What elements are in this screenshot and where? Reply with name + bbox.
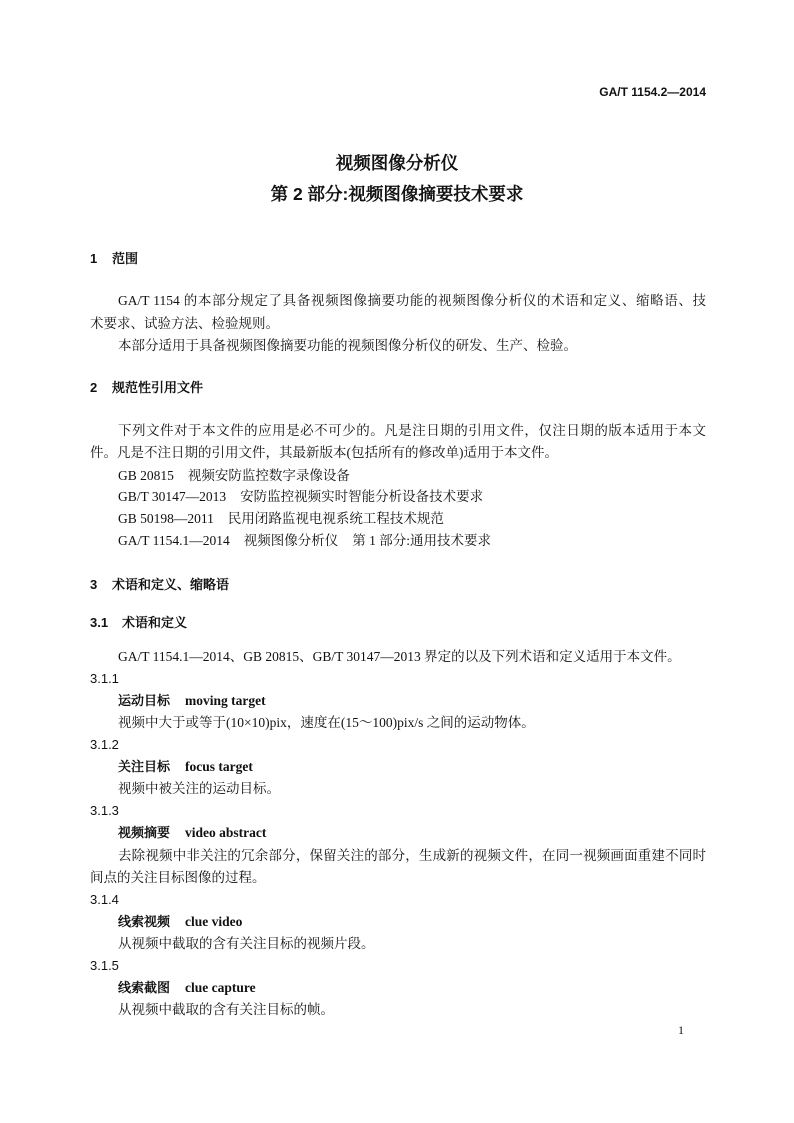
page-number: 1 [678, 1023, 684, 1037]
section-2-heading [90, 378, 203, 398]
term-heading [118, 912, 242, 932]
term-chinese: 线索视频 [118, 914, 171, 929]
term-chinese: 视频摘要 [118, 825, 171, 840]
document-title-line1: 视频图像分析仪 [335, 153, 459, 173]
section-number: 3 [90, 577, 98, 592]
reference-code: GB 50198—2011 [118, 511, 214, 526]
section-title: 术语和定义、缩略语 [112, 577, 230, 592]
term-number: 3.1.4 [90, 892, 119, 907]
term-english: video abstract [185, 825, 267, 840]
subsection-3-1-heading [90, 613, 187, 633]
section-title: 范围 [112, 251, 139, 266]
term-chinese: 关注目标 [118, 759, 171, 774]
term-heading [118, 823, 266, 843]
document-code-header: GA/T 1154.2—2014 [599, 85, 706, 99]
term-english: clue capture [185, 980, 256, 995]
term-english: focus target [185, 759, 253, 774]
term-english: moving target [185, 693, 266, 708]
term-number: 3.1.1 [90, 671, 119, 686]
section-1-paragraph-1-line-2: 术要求、试验方法、检验规则。 [90, 316, 279, 331]
reference-code: GB 20815 [118, 468, 174, 483]
reference-title: 视频安防监控数字录像设备 [187, 468, 350, 483]
term-definition-line-2: 间点的关注目标图像的过程。 [90, 870, 266, 885]
section-number: 2 [90, 380, 98, 395]
reference-title: 安防监控视频实时智能分析设备技术要求 [240, 489, 484, 504]
term-heading [118, 978, 256, 998]
term-chinese: 线索截图 [118, 980, 171, 995]
reference-item [118, 509, 444, 529]
term-definition: 从视频中截取的含有关注目标的视频片段。 [118, 936, 375, 951]
reference-item [118, 466, 350, 486]
reference-part: 第 1 部分:通用技术要求 [352, 533, 492, 548]
subsection-3-1-intro: GA/T 1154.1—2014、GB 20815、GB/T 30147—2013 界定的以及下列术语和定义适用于本文件。 [118, 649, 681, 664]
term-english: clue video [185, 914, 243, 929]
term-definition: 从视频中截取的含有关注目标的帧。 [118, 1002, 334, 1017]
subsection-title: 术语和定义 [122, 615, 188, 630]
section-1-paragraph-1-line-1: GA/T 1154 的本部分规定了具备视频图像摘要功能的视频图像分析仪的术语和定义、缩略语、技 [118, 293, 706, 308]
section-1-paragraph-2: 本部分适用于具备视频图像摘要功能的视频图像分析仪的研发、生产、检验。 [118, 338, 577, 353]
term-heading [118, 691, 266, 711]
reference-title: 视频图像分析仪 [243, 533, 339, 548]
section-title: 规范性引用文件 [112, 380, 204, 395]
term-number: 3.1.5 [90, 958, 119, 973]
section-1-heading [90, 249, 138, 269]
reference-code: GB/T 30147—2013 [118, 489, 227, 504]
term-definition: 视频中被关注的运动目标。 [118, 781, 280, 796]
section-3-heading [90, 575, 229, 595]
reference-item [118, 531, 491, 551]
reference-item [118, 487, 483, 507]
section-2-intro-line-2: 件。凡是不注日期的引用文件，其最新版本(包括所有的修改单)适用于本文件。 [90, 445, 558, 460]
term-heading [118, 757, 253, 777]
section-2-intro-line-1: 下列文件对于本文件的应用是必不可少的。凡是注日期的引用文件，仅注日期的版本适用于本文 [118, 423, 706, 438]
reference-title: 民用闭路监视电视系统工程技术规范 [227, 511, 444, 526]
term-number: 3.1.2 [90, 737, 119, 752]
term-definition: 视频中大于或等于(10×10)pix，速度在(15～100)pix/s 之间的运动物体。 [118, 715, 535, 730]
reference-code: GA/T 1154.1—2014 [118, 533, 230, 548]
term-definition-line-1: 去除视频中非关注的冗余部分，保留关注的部分，生成新的视频文件，在同一视频画面重建不同时 [118, 848, 706, 863]
subsection-number: 3.1 [90, 615, 109, 630]
section-number: 1 [90, 251, 98, 266]
document-title-line2: 第 2 部分:视频图像摘要技术要求 [270, 184, 524, 204]
term-number: 3.1.3 [90, 803, 119, 818]
term-chinese: 运动目标 [118, 693, 171, 708]
